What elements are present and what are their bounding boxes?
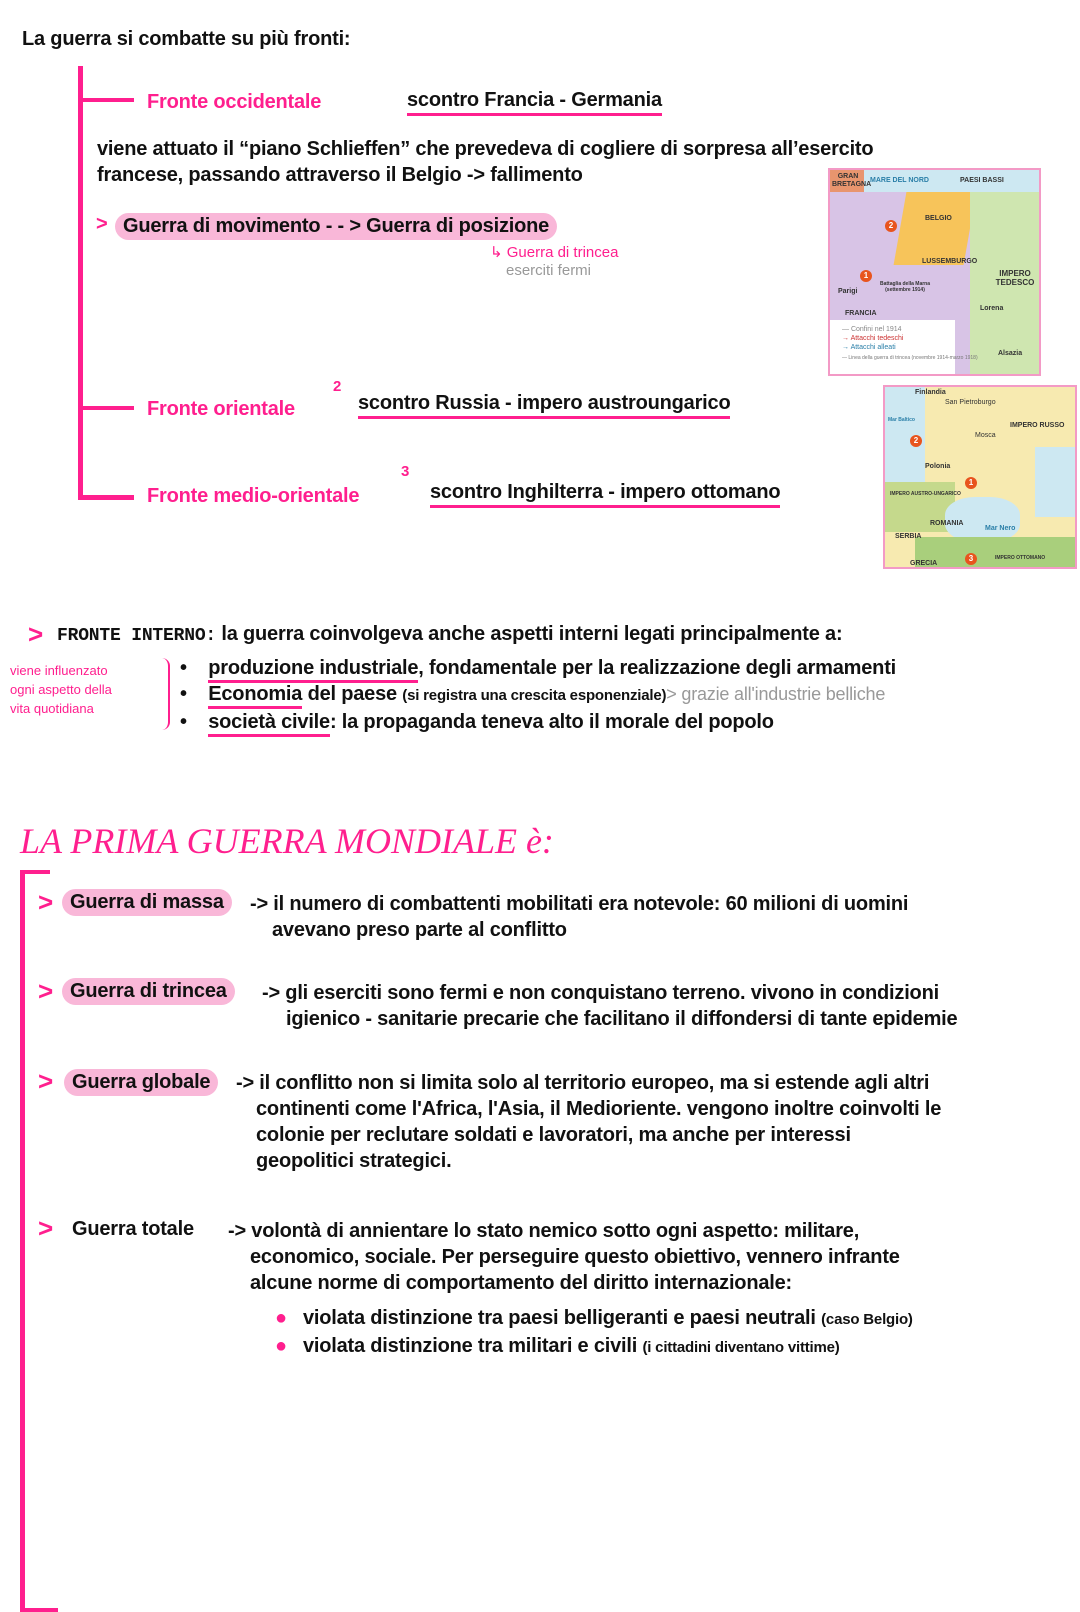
map-label: IMPERO TEDESCO (995, 269, 1035, 287)
armies-still-note: eserciti fermi (506, 262, 592, 279)
map-label: Mar Baltico (888, 417, 915, 423)
map-label: IMPERO RUSSO (1010, 422, 1065, 429)
type-desc-globale: -> il conflitto non si limita solo al territorio europeo, ma si estende agli altri continenti come l'Africa, l'Asia, il Medioriente. vengono inoltre coinvolti le colonie per reclutare soldati e lavoratori, ma anche per interessi geopolitici strategici. (236, 1072, 942, 1172)
map-label: Alsazia (998, 350, 1023, 357)
branch (78, 98, 134, 102)
type-label-globale: Guerra globale (64, 1069, 218, 1096)
map-label: IMPERO AUSTRO-UNGARICO (890, 491, 961, 497)
map-label: Parigi (838, 288, 858, 295)
tree-trunk (78, 66, 83, 500)
bracket-top (20, 870, 50, 874)
map-label: FRANCIA (845, 310, 877, 317)
internal-front (57, 623, 842, 646)
type-label-massa: Guerra di massa (62, 889, 232, 916)
front-east-desc: scontro Russia - impero austroungarico (358, 392, 730, 419)
brace (162, 658, 170, 730)
front-east-number: 2 (333, 378, 342, 395)
west-line2: francese, passando attraverso il Belgio -> fallimento (97, 164, 583, 186)
front-middle-east-number: 3 (401, 463, 410, 480)
type-label-totale: Guerra totale (72, 1218, 194, 1240)
branch (78, 406, 134, 410)
branch (78, 495, 134, 500)
map-label: GRAN BRETAGNA (832, 173, 872, 188)
front-middle-east-desc: scontro Inghilterra - impero ottomano (430, 481, 780, 508)
map-label: GRECIA (910, 560, 938, 567)
map-label: IMPERO OTTOMANO (995, 555, 1046, 561)
trench-note: ↳ Guerra di trincea (490, 244, 619, 261)
western-front-map: GRAN BRETAGNA MARE DEL NORD PAESI BASSI BELGIO LUSSEMBURGO IMPERO TEDESCO FRANCIA Parigi Lorena Alsazia Battaglia della Marna (settembre 1914) 1 2 — Confini nel 1914 → Attacchi tedeschi → Attacchi alleati — Linea della guerra di trincea (novembre 1914-marzo 1918) (828, 168, 1041, 376)
map-label: Mosca (975, 432, 996, 439)
internal-bullets: • produzione industriale, fondamentale per la realizzazione degli armamenti • Economia del paese (si registra una crescita esponenziale)> grazie all'industrie belliche • società civile: la propaganda teneva alto il morale del popolo (180, 655, 896, 735)
map-label: Finlandia (915, 389, 946, 396)
type-desc-trincea: -> gli eserciti sono fermi e non conquistano terreno. vivono in condizioni igienico - sanitarie precarie che facilitano il diffondersi di tante epidemie (262, 982, 958, 1030)
section-bracket (20, 870, 25, 1612)
type-desc-totale: -> volontà di annientare lo stato nemico sotto ogni aspetto: militare, economico, sociale. Per perseguire questo obiettivo, vennero infrante alcune norme di comportamento del diritto internazionale: (228, 1220, 900, 1294)
map-label: LUSSEMBURGO (922, 258, 978, 265)
map-label: BELGIO (925, 215, 952, 222)
internal-front-heading: FRONTE INTERNO: (57, 626, 217, 646)
map-label: Lorena (980, 305, 1004, 312)
front-west-desc: scontro Francia - Germania (407, 89, 662, 116)
arrow-icon: > (38, 1213, 54, 1243)
map-label: PAESI BASSI (960, 177, 1004, 184)
map-label: ROMANIA (930, 520, 964, 527)
eastern-front-map: Finlandia San Pietroburgo IMPERO RUSSO Mosca Polonia IMPERO AUSTRO-UNGARICO ROMANIA SERBIA Mar Nero GRECIA IMPERO OTTOMANO Mar Baltico 1 2 3 (883, 385, 1077, 569)
movement-position-pill: Guerra di movimento - - > Guerra di posizione (115, 213, 557, 240)
arrow-icon: > (96, 213, 108, 235)
violations-list: ● violata distinzione tra paesi belligeranti e paesi neutrali (caso Belgio) ● violata distinzione tra militari e civili (i cittadini diventano vittime) (275, 1307, 913, 1357)
type-label-trincea: Guerra di trincea (62, 978, 235, 1005)
type-desc-massa: -> il numero di combattenti mobilitati era notevole: 60 milioni di uomini avevano preso parte al conflitto (250, 893, 909, 941)
west-line1: viene attuato il “piano Schlieffen” che prevedeva di cogliere di sorpresa all’esercito (97, 138, 874, 160)
map-label: Mar Nero (985, 525, 1016, 532)
arrow-icon: > (28, 619, 44, 649)
arrow-icon: > (38, 887, 54, 917)
map-label: San Pietroburgo (945, 399, 996, 406)
map-label: Battaglia della Marna (settembre 1914) (880, 281, 931, 293)
front-east-label: Fronte orientale (147, 398, 295, 420)
map-label: MARE DEL NORD (870, 177, 929, 184)
side-note: viene influenzato ogni aspetto della vita quotidiana (10, 663, 112, 716)
map-label: SERBIA (895, 533, 922, 540)
arrow-icon: > (38, 1066, 54, 1096)
front-middle-east-label: Fronte medio-orientale (147, 485, 360, 507)
section-title: LA PRIMA GUERRA MONDIALE è: (20, 821, 554, 861)
bracket-bottom (20, 1608, 58, 1612)
intro-heading: La guerra si combatte su più fronti: (22, 28, 351, 50)
internal-front-text: la guerra coinvolgeva anche aspetti interni legati principalmente a: (216, 623, 843, 645)
arrow-icon: > (38, 976, 54, 1006)
front-west-label: Fronte occidentale (147, 91, 322, 113)
map-label: Polonia (925, 463, 951, 470)
